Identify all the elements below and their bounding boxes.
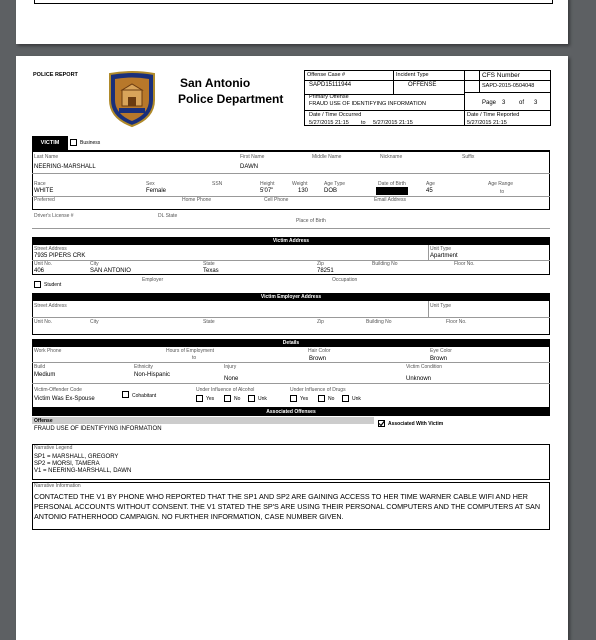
cohabitant-label: Cohabitant <box>132 393 157 399</box>
incident-type: OFFENSE <box>408 82 437 88</box>
associated-offense: FRAUD USE OF IDENTIFYING INFORMATION <box>34 426 162 432</box>
age-type-label: Age Type <box>324 181 346 187</box>
last-name: NEERING-MARSHALL <box>34 164 96 170</box>
alcohol-label: Under Influence of Alcohol <box>196 387 255 393</box>
zip: 78251 <box>317 268 334 274</box>
narrative-text: CONTACTED THE V1 BY PHONE WHO REPORTED THAT THE SP1 AND SP2 ARE GAINING ACCESS TO HER TIME WARNER CABLE WIFI AND HER PERSONAL ACCOUNTS WITHOUT CONSENT. THE V1 STATED THE SP'S ARE USING THEIR PERSONAL COMPUTERS AND THE COMPUTERS AT SAN ANTONIO FATHERHOOD CAMPAIGN. NO FURTHER INFORMATION, CASE NUMBER GIVEN. <box>34 492 541 521</box>
hours-label: Hours of Employment <box>166 348 215 354</box>
state-label: State <box>203 261 215 267</box>
details-header: Details <box>32 339 550 347</box>
cfs-number: SAPD-2015-0504048 <box>482 83 535 89</box>
condition-label: Victim Condition <box>406 364 443 370</box>
offense-label: Offense <box>34 418 53 424</box>
legend-line-2: SP2 = MORSI, TAMERA <box>34 461 100 467</box>
unit-type-label: Unit Type <box>430 246 452 252</box>
previous-page <box>16 0 568 44</box>
drugs-label: Under Influence of Drugs <box>290 387 346 393</box>
build: Medium <box>34 372 56 378</box>
cohabitant-checkbox[interactable] <box>122 391 129 398</box>
injury-label: Injury <box>224 364 237 370</box>
previous-page-frame <box>34 0 553 4</box>
dt-to-label: to <box>361 120 366 126</box>
condition: Unknown <box>406 376 432 382</box>
dt-reported: 5/27/2015 21:15 <box>467 120 507 126</box>
work-phone-label: Work Phone <box>34 348 62 354</box>
emp-unit-no-label: Unit No. <box>34 319 53 325</box>
weight-label: Weight <box>292 181 308 187</box>
narrative-label: Narrative Information <box>34 483 81 489</box>
weight: 130 <box>298 188 309 194</box>
dt-reported-label: Date / Time Reported <box>467 112 520 118</box>
associated-with-victim-label: Associated With Victim <box>388 421 444 427</box>
eye: Brown <box>430 356 448 362</box>
page-total: 3 <box>534 100 538 106</box>
page-number: 3 <box>502 100 506 106</box>
drugs-unk-checkbox[interactable] <box>342 395 349 402</box>
dt-occurred-to: 5/27/2015 21:15 <box>373 120 413 126</box>
emp-street-label: Street Address <box>34 303 67 309</box>
drugs-yes-checkbox[interactable] <box>290 395 297 402</box>
hours-to: to <box>192 355 197 361</box>
age-label: Age <box>426 181 435 187</box>
drugs-yes-label: Yes <box>300 396 309 402</box>
emp-zip-label: Zip <box>317 319 324 325</box>
emp-city-label: City <box>90 319 99 325</box>
ssn-label: SSN <box>212 181 223 187</box>
hair-label: Hair Color <box>308 348 331 354</box>
alcohol-yes-checkbox[interactable] <box>196 395 203 402</box>
age: 45 <box>426 188 433 194</box>
student-label: Student <box>44 282 62 288</box>
primary-offense: FRAUD USE OF IDENTIFYING INFORMATION <box>309 101 426 107</box>
dept-name-line1: San Antonio <box>180 76 251 90</box>
age-range-to: to <box>500 189 505 195</box>
first-name-label: First Name <box>240 154 265 160</box>
police-badge <box>106 70 158 128</box>
emp-unit-type-label: Unit Type <box>430 303 452 309</box>
narrative-legend-box <box>32 444 550 480</box>
employer-address-header: Victim Employer Address <box>32 293 550 301</box>
alcohol-unk-checkbox[interactable] <box>248 395 255 402</box>
employer-address-box <box>32 301 550 335</box>
business-checkbox[interactable] <box>70 139 77 146</box>
ethnicity: Non-Hispanic <box>134 372 171 378</box>
dt-occurred-from: 5/27/2015 21:15 <box>309 120 349 126</box>
unit-type: Apartment <box>430 253 458 259</box>
victim-address-header: Victim Address <box>32 237 550 245</box>
ethnicity-label: Ethnicity <box>134 364 153 370</box>
unit-no-label: Unit No. <box>34 261 53 267</box>
sex: Female <box>146 188 167 194</box>
preferred-label: Preferred <box>34 197 55 203</box>
victim-info-box <box>32 152 550 210</box>
emp-building-label: Building No <box>366 319 392 325</box>
alcohol-yes-label: Yes <box>206 396 215 402</box>
sex-label: Sex <box>146 181 155 187</box>
dl-state-label: DL State <box>158 213 178 219</box>
dob-label: Date of Birth <box>378 181 406 187</box>
middle-name-label: Middle Name <box>312 154 342 160</box>
unit-no: 406 <box>34 268 45 274</box>
primary-offense-label: Primary Offense <box>309 94 349 100</box>
legend-line-3: V1 = NEERING-MARSHALL, DAWN <box>34 468 132 474</box>
city: SAN ANTONIO <box>90 268 131 274</box>
relationship: Victim Was Ex-Spouse <box>34 396 95 402</box>
of-label: of <box>519 100 525 106</box>
street: 7935 PIPERS CRK <box>34 253 86 259</box>
nickname-label: Nickname <box>380 154 403 160</box>
eye-label: Eye Color <box>430 348 452 354</box>
page-label: Page <box>482 100 497 106</box>
emp-state-label: State <box>203 319 215 325</box>
age-type: DOB <box>324 188 338 194</box>
cfs-label: CFS Number <box>482 72 520 79</box>
building-label: Building No <box>372 261 398 267</box>
state: Texas <box>203 268 219 274</box>
height: 5'07" <box>260 188 274 194</box>
offense-case-label: Offense Case # <box>307 72 346 78</box>
city-label: City <box>90 261 99 267</box>
zip-label: Zip <box>317 261 324 267</box>
hair: Brown <box>309 356 327 362</box>
dob-redacted <box>376 187 408 195</box>
floor-label: Floor No. <box>454 261 475 267</box>
relationship-label: Victim-Offender Code <box>34 387 82 393</box>
business-label: Business <box>80 140 101 146</box>
email-label: Email Address <box>374 197 406 203</box>
race: WHITE <box>34 188 54 194</box>
first-name: DAWN <box>240 164 259 170</box>
tab-victim[interactable]: VICTIM <box>32 136 68 150</box>
dl-label: Driver's License # <box>34 213 74 219</box>
associated-offenses-header: Associated Offenses <box>32 408 550 416</box>
alcohol-no-checkbox[interactable] <box>224 395 231 402</box>
legend-line-1: SP1 = MARSHALL, GREGORY <box>34 454 119 460</box>
age-range-label: Age Range <box>488 181 514 187</box>
drugs-unk-label: Unk <box>352 396 361 402</box>
narrative-legend-label: Narrative Legend <box>34 445 73 451</box>
associated-with-victim-checkbox[interactable] <box>378 420 385 427</box>
alcohol-unk-label: Unk <box>258 396 267 402</box>
report-page <box>16 56 568 640</box>
last-name-label: Last Name <box>34 154 59 160</box>
race-label: Race <box>34 181 46 187</box>
dept-name-line2: Police Department <box>178 92 284 106</box>
incident-type-label: Incident Type <box>396 72 429 78</box>
offense-case: SAPD15111944 <box>309 82 352 88</box>
offense-label-bar <box>32 417 374 424</box>
occupation-label: Occupation <box>332 277 358 283</box>
cell-phone-label: Cell Phone <box>264 197 289 203</box>
dt-occurred-label: Date / Time Occurred <box>309 112 362 118</box>
report-label: POLICE REPORT <box>33 72 78 78</box>
employer-label: Employer <box>142 277 164 283</box>
suffix-label: Suffix <box>462 154 475 160</box>
alcohol-no-label: No <box>234 396 241 402</box>
home-phone-label: Home Phone <box>182 197 212 203</box>
pob-label: Place of Birth <box>296 218 326 224</box>
student-checkbox[interactable] <box>34 281 41 288</box>
injury: None <box>224 376 239 382</box>
drugs-no-label: No <box>328 396 335 402</box>
emp-floor-label: Floor No. <box>446 319 467 325</box>
drugs-no-checkbox[interactable] <box>318 395 325 402</box>
height-label: Height <box>260 181 275 187</box>
build-label: Build <box>34 364 46 370</box>
street-label: Street Address <box>34 246 67 252</box>
